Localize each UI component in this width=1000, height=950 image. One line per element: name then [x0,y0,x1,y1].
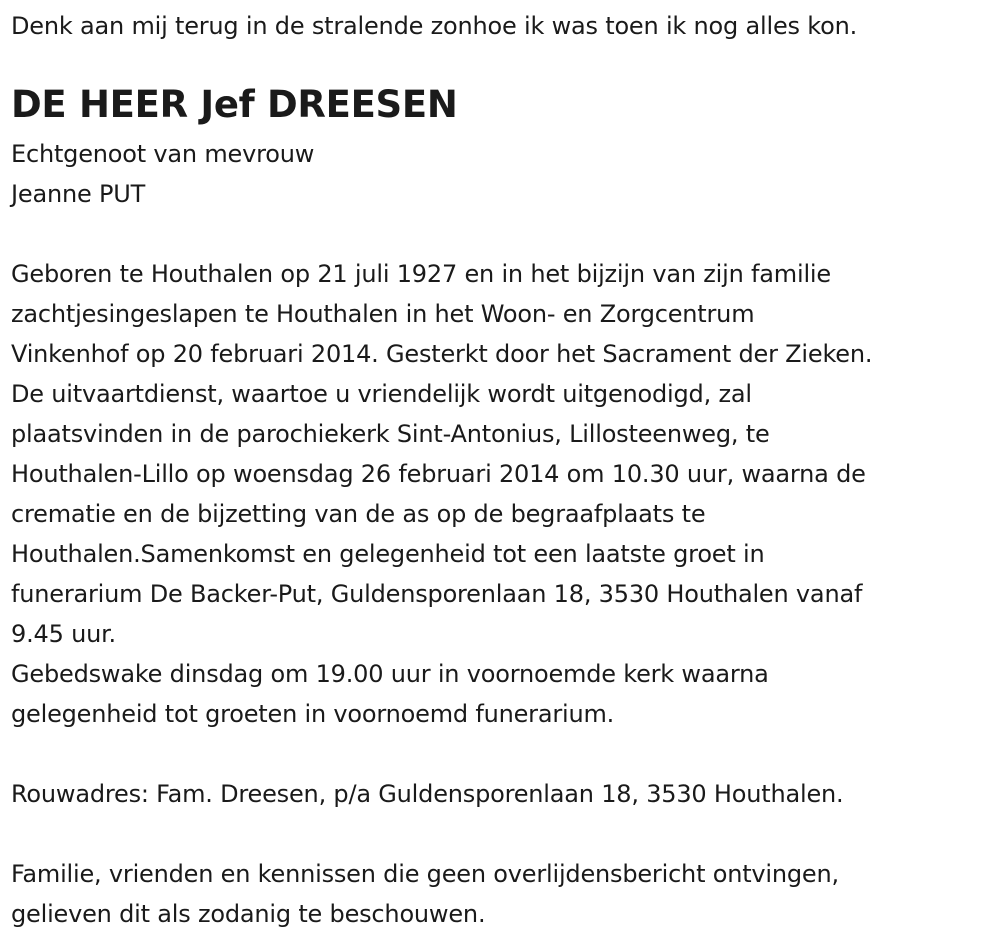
body-line: Vinkenhof op 20 februari 2014. Gesterkt door het Sacrament der Zieken. [11,340,873,368]
prayer-vigil-block [11,654,769,734]
body-line: De uitvaartdienst, waartoe u vriendelijk wordt uitgenodigd, zal [11,380,752,408]
spouse-block [11,134,314,214]
closing-line: Familie, vrienden en kennissen die geen overlijdensbericht ontvingen, [11,860,839,888]
closing-line: gelieven dit als zodanig te beschouwen. [11,900,486,928]
body-line: Houthalen-Lillo op woensdag 26 februari 2014 om 10.30 uur, waarna de [11,460,866,488]
vigil-line: Gebedswake dinsdag om 19.00 uur in voornoemde kerk waarna [11,660,769,688]
deceased-name: DE HEER Jef DREESEN [11,83,458,126]
body-line: 9.45 uur. [11,620,116,648]
announcement-body [11,254,872,654]
address-line: Rouwadres: Fam. Dreesen, p/a Guldensporenlaan 18, 3530 Houthalen. [11,780,844,808]
body-line: plaatsvinden in de parochiekerk Sint-Antonius, Lillosteenweg, te [11,420,770,448]
spouse-line: Echtgenoot van mevrouw [11,140,315,168]
body-line: funerarium De Backer-Put, Guldensporenlaan 18, 3530 Houthalen vanaf [11,580,863,608]
spouse-line: Jeanne PUT [11,180,146,208]
mourning-address [11,774,843,814]
body-line: crematie en de bijzetting van de as op de begraafplaats te [11,500,706,528]
closing-note [11,854,839,934]
body-line: Houthalen.Samenkomst en gelegenheid tot een laatste groet in [11,540,765,568]
vigil-line: gelegenheid tot groeten in voornoemd funerarium. [11,700,615,728]
body-line: zachtjesingeslapen te Houthalen in het Woon- en Zorgcentrum [11,300,755,328]
body-line: Geboren te Houthalen op 21 juli 1927 en in het bijzijn van zijn familie [11,260,831,288]
memorial-quote: Denk aan mij terug in de stralende zonhoe ik was toen ik nog alles kon. [11,12,858,40]
